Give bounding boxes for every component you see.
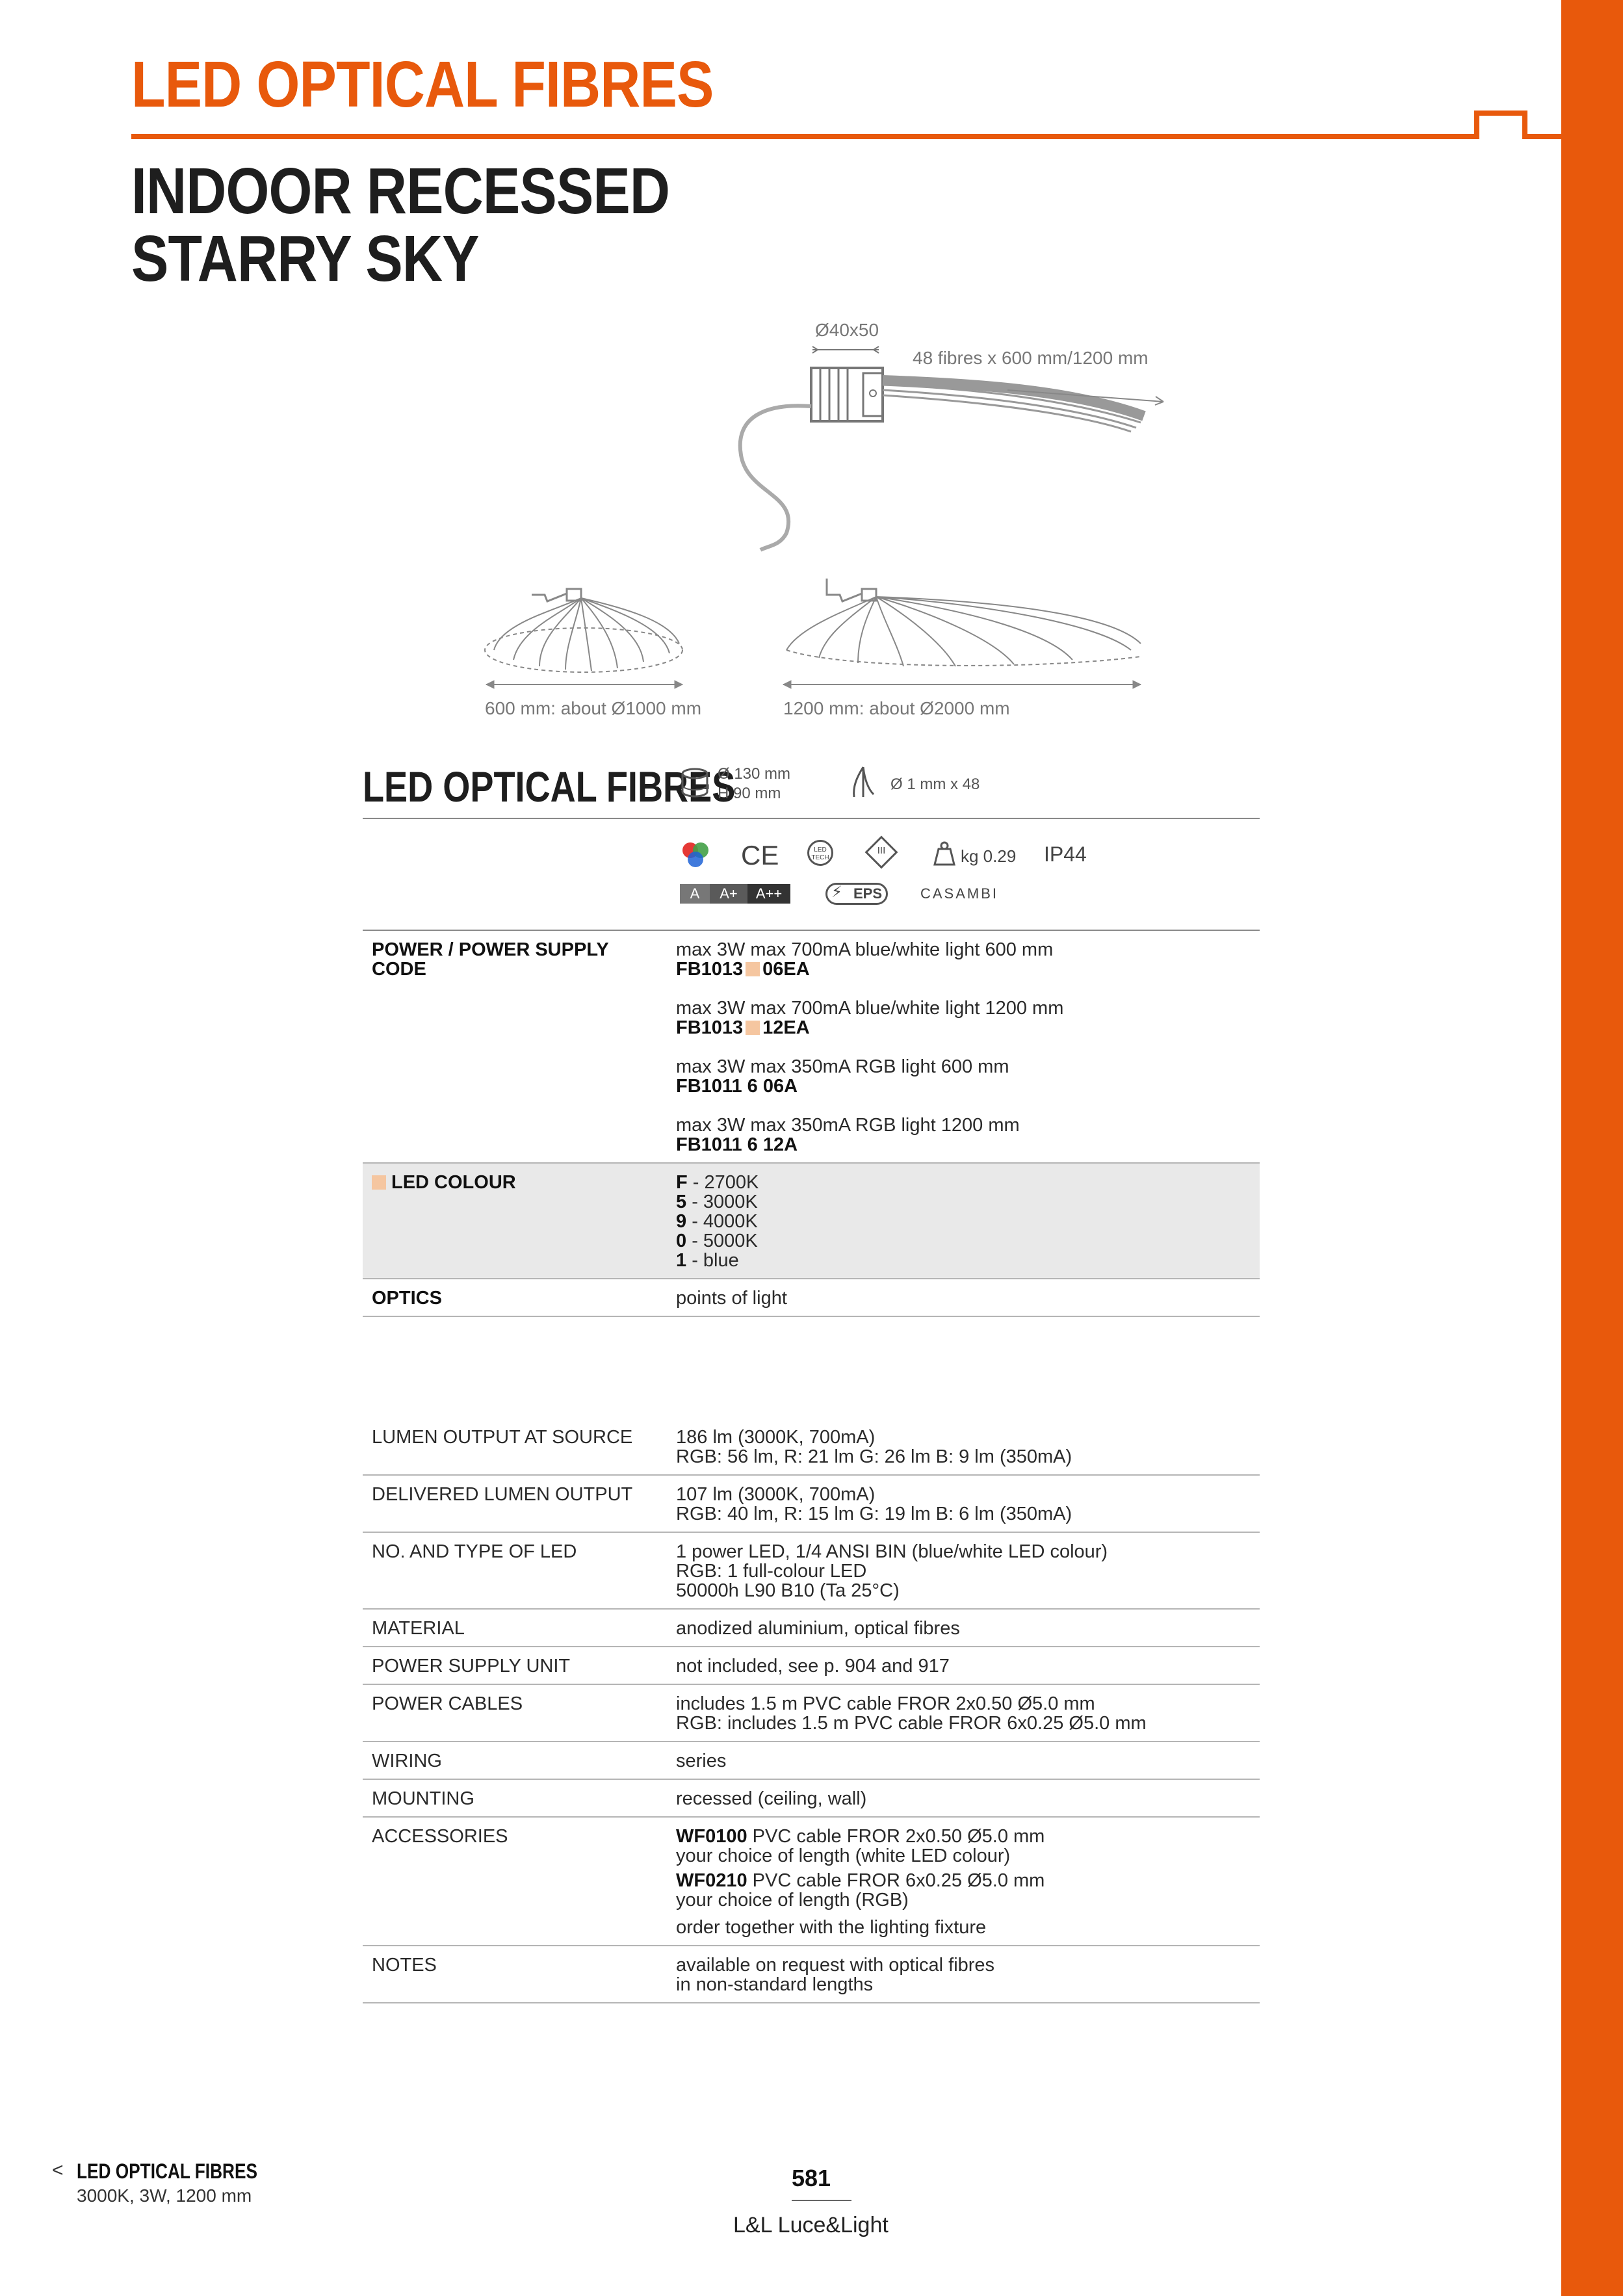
power-option-3-code: FB1011 6 06A: [676, 1076, 798, 1097]
weight-icon: [931, 840, 958, 867]
class-iii-text: III: [877, 845, 886, 856]
fixture-side-view: [740, 346, 1163, 550]
weight-value: kg 0.29: [961, 846, 1017, 866]
energy-a: A: [680, 884, 710, 904]
colour-swatch: [372, 1175, 386, 1190]
psu-value: not included, see p. 904 and 917: [667, 1647, 1260, 1684]
eps-icon: ⚡: [831, 883, 842, 901]
colour-code: 0: [676, 1231, 687, 1251]
energy-a-plus: A+: [710, 884, 747, 904]
power-option-1-code-b: 06EA: [762, 959, 810, 980]
energy-a-plus-plus: A++: [747, 884, 790, 904]
accessory-2-desc: PVC cable FROR 6x0.25 Ø5.0 mm: [747, 1870, 1045, 1891]
eps-badge: [825, 883, 888, 905]
notes-line: available on request with optical fibres: [676, 1955, 995, 1976]
wiring-label: WIRING: [363, 1742, 667, 1779]
lumen-delivered-value: [667, 1475, 1260, 1532]
power-options: [667, 930, 1260, 1163]
cables-value: [667, 1684, 1260, 1742]
cables-line: RGB: includes 1.5 m PVC cable FROR 6x0.25 Ø5.0 mm: [676, 1713, 1147, 1734]
accessory-2-code: WF0210: [676, 1870, 747, 1891]
colour-option: [676, 1231, 1251, 1251]
power-option-2-code-a: FB1013: [676, 1017, 744, 1038]
section-title: LED OPTICAL FIBRES: [131, 48, 714, 121]
ip-rating: IP44: [1044, 842, 1087, 866]
optics-value: points of light: [667, 1279, 1260, 1316]
colour-option: [676, 1173, 1251, 1192]
material-value: anodized aluminium, optical fibres: [667, 1609, 1260, 1647]
colour-swatch: [746, 1021, 760, 1035]
lumen-source-line: RGB: 56 lm, R: 21 lm G: 26 lm B: 9 lm (350mA): [676, 1446, 1072, 1467]
page-number-rule: [792, 2200, 851, 2201]
colour-value: - 5000K: [686, 1231, 758, 1251]
spec-row: [363, 1684, 1260, 1742]
spec-row: [363, 1817, 1260, 1946]
fibre-spec: Ø 1 mm x 48: [890, 776, 980, 793]
lumen-delivered-line: RGB: 40 lm, R: 15 lm G: 19 lm B: 6 lm (350mA): [676, 1504, 1072, 1524]
led-tech-icon: [807, 840, 833, 866]
led-value: [667, 1532, 1260, 1609]
psu-label: POWER SUPPLY UNIT: [363, 1647, 667, 1684]
spread-600-view: [485, 589, 682, 688]
orange-side-bar: [1561, 0, 1623, 2296]
power-option-1-code-a: FB1013: [676, 959, 744, 980]
eps-text: EPS: [853, 885, 882, 902]
page-title-line2: STARRY SKY: [131, 222, 479, 295]
rgb-icon: [680, 840, 711, 870]
lumen-source-value: [667, 1418, 1260, 1475]
back-link-icon[interactable]: <: [52, 2159, 64, 2181]
colour-value: - 3000K: [686, 1192, 758, 1212]
fibres-dimension-label: 48 fibres x 600 mm/1200 mm: [913, 348, 1149, 368]
accessories-label: ACCESSORIES: [363, 1817, 667, 1946]
colour-options: [667, 1163, 1260, 1279]
cutout-diameter: Ø 130 mm: [718, 765, 791, 783]
colour-label: LED COLOUR: [391, 1172, 516, 1193]
accessory-1-code: WF0100: [676, 1826, 747, 1847]
power-option-2-desc: max 3W max 700mA blue/white light 1200 mm: [676, 998, 1064, 1019]
colour-option: [676, 1192, 1251, 1212]
fibre-icon: [845, 764, 881, 801]
accessory-order-note: order together with the lighting fixture: [676, 1917, 987, 1938]
config-table: [363, 930, 1260, 1317]
header-divider: [363, 818, 1260, 819]
footer-subtitle: 3000K, 3W, 1200 mm: [77, 2185, 252, 2206]
cables-line: includes 1.5 m PVC cable FROR 2x0.50 Ø5.0 mm: [676, 1693, 1095, 1714]
cutout-height: H 90 mm: [718, 785, 781, 802]
colour-label-cell: [363, 1163, 667, 1279]
colour-swatch: [746, 962, 760, 976]
notes-value: [667, 1946, 1260, 2003]
colour-option: [676, 1251, 1251, 1270]
spec-row: [363, 1779, 1260, 1817]
diameter-dimension-label: Ø40x50: [815, 320, 879, 340]
led-line: 1 power LED, 1/4 ANSI BIN (blue/white LED colour): [676, 1541, 1108, 1562]
led-tech-text: LED TECH: [811, 846, 829, 861]
colour-code: 1: [676, 1250, 687, 1271]
spec-row: [363, 1475, 1260, 1532]
led-line: 50000h L90 B10 (Ta 25°C): [676, 1580, 900, 1601]
brand-logo: L&L Luce&Light: [733, 2213, 889, 2237]
product-drawing: [0, 0, 1561, 735]
cutout-cylinder-icon: [680, 767, 710, 800]
product-name: LED OPTICAL FIBRES: [363, 763, 736, 811]
accessories-value: [667, 1817, 1260, 1946]
optics-label: OPTICS: [363, 1279, 667, 1316]
notes-label: NOTES: [363, 1946, 667, 2003]
power-row: [363, 930, 1260, 1163]
mounting-value: recessed (ceiling, wall): [667, 1779, 1260, 1817]
lumen-source-line: 186 lm (3000K, 700mA): [676, 1427, 876, 1448]
accessory-1: [676, 1827, 1251, 1846]
power-option-3-desc: max 3W max 350mA RGB light 600 mm: [676, 1056, 1009, 1077]
colour-value: - blue: [686, 1250, 739, 1271]
spec-table: [363, 1418, 1260, 2003]
led-line: RGB: 1 full-colour LED: [676, 1561, 867, 1582]
casambi-logo: CASAMBI: [920, 885, 999, 902]
spec-row: [363, 1418, 1260, 1475]
power-option-4-desc: max 3W max 350mA RGB light 1200 mm: [676, 1115, 1020, 1136]
optics-row: [363, 1279, 1260, 1316]
spec-row: [363, 1609, 1260, 1647]
lumen-delivered-label: DELIVERED LUMEN OUTPUT: [363, 1475, 667, 1532]
lumen-source-label: LUMEN OUTPUT AT SOURCE: [363, 1418, 667, 1475]
spread-600-label: 600 mm: about Ø1000 mm: [485, 698, 702, 718]
power-option-1-desc: max 3W max 700mA blue/white light 600 mm: [676, 939, 1054, 960]
power-option-2-code-b: 12EA: [762, 1017, 810, 1038]
led-label: NO. AND TYPE OF LED: [363, 1532, 667, 1609]
spread-1200-view: [783, 579, 1141, 688]
spread-1200-label: 1200 mm: about Ø2000 mm: [783, 698, 1010, 718]
ce-mark-icon: CE: [741, 840, 779, 870]
power-option-4-code: FB1011 6 12A: [676, 1134, 798, 1155]
energy-class-bar: [680, 884, 790, 904]
wiring-value: series: [667, 1742, 1260, 1779]
material-label: MATERIAL: [363, 1609, 667, 1647]
colour-code: 9: [676, 1211, 687, 1232]
accessory-2-note: your choice of length (RGB): [676, 1890, 909, 1911]
mounting-label: MOUNTING: [363, 1779, 667, 1817]
page-title-line1: INDOOR RECESSED: [131, 155, 670, 228]
spec-row: [363, 1647, 1260, 1684]
power-option-1-code: [676, 959, 1251, 979]
footer-title[interactable]: LED OPTICAL FIBRES: [77, 2159, 257, 2183]
colour-value: - 2700K: [687, 1172, 759, 1193]
accessory-2: [676, 1871, 1251, 1890]
power-option-2-code: [676, 1018, 1251, 1037]
colour-option: [676, 1212, 1251, 1231]
spec-row: [363, 1742, 1260, 1779]
lumen-delivered-line: 107 lm (3000K, 700mA): [676, 1484, 876, 1505]
accessory-1-note: your choice of length (white LED colour): [676, 1846, 1011, 1866]
spec-row: [363, 1946, 1260, 2003]
spec-row: [363, 1532, 1260, 1609]
colour-value: - 4000K: [686, 1211, 758, 1232]
power-label: POWER / POWER SUPPLY CODE: [363, 930, 667, 1163]
colour-code: F: [676, 1172, 688, 1193]
page-number: 581: [791, 2165, 831, 2191]
colour-row: [363, 1163, 1260, 1279]
notes-line: in non-standard lengths: [676, 1974, 874, 1995]
accessory-1-desc: PVC cable FROR 2x0.50 Ø5.0 mm: [747, 1826, 1045, 1847]
colour-code: 5: [676, 1192, 687, 1212]
cables-label: POWER CABLES: [363, 1684, 667, 1742]
